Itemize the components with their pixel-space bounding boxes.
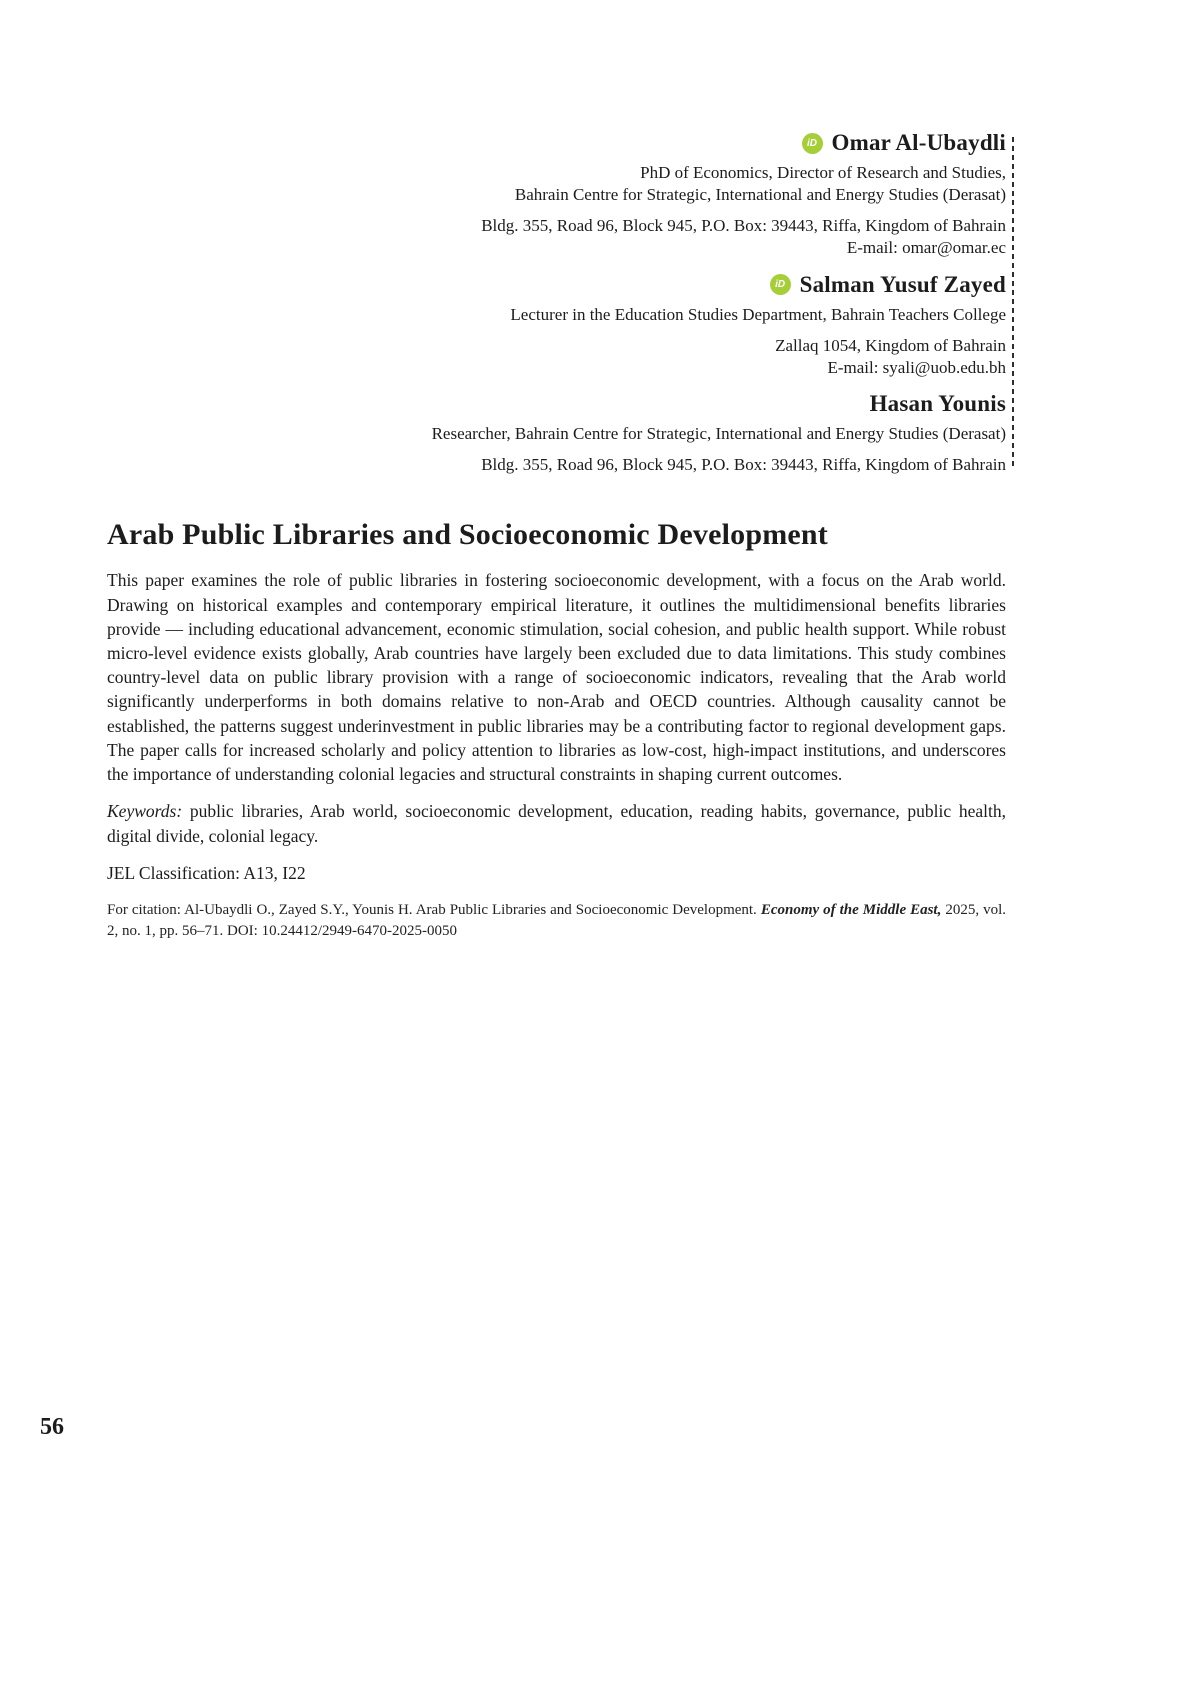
address-line: Bldg. 355, Road 96, Block 945, P.O. Box: 39443, Riffa, Kingdom of Bahrain [481, 215, 1006, 235]
affiliation-line: Lecturer in the Education Studies Department, Bahrain Teachers College [510, 304, 1006, 324]
author-affiliation [107, 162, 1006, 206]
author-name-row [107, 391, 1006, 417]
author-email: E-mail: syali@uob.edu.bh [827, 357, 1006, 377]
abstract-text: This paper examines the role of public libraries in fostering socioeconomic development, with a focus on the Arab world. Drawing on historical examples and contemporary empirical literature, it outlines the multidimensional benefits libraries provide — including educational advancement, economic stimulation, social cohesion, and public health support. While robust micro-level evidence exists globally, Arab countries have largely been excluded due to data limitations. This study combines country-level data on public library provision with a range of socioeconomic indicators, revealing that the Arab world significantly underperforms in both domains relative to non-Arab and OECD countries. Although causality cannot be established, the patterns suggest underinvestment in public libraries may be a contributing factor to regional development gaps. The paper calls for increased scholarly and policy attention to libraries as low-cost, high-impact institutions, and underscores the importance of understanding colonial legacies and structural constraints in shaping current outcomes. [107, 570, 1006, 785]
author-address [107, 335, 1006, 379]
citation-prefix: For citation: Al-Ubaydli O., Zayed S.Y., Younis H. Arab Public Libraries and Socioeconomic Development. [107, 901, 757, 918]
orcid-icon[interactable]: iD [770, 274, 791, 295]
affiliation-line: Bahrain Centre for Strategic, International and Energy Studies (Derasat) [514, 184, 1006, 204]
citation [107, 900, 1006, 943]
page-number: 56 [40, 1414, 64, 1440]
author-name-row [107, 272, 1006, 298]
jel-classification: JEL Classification: A13, I22 [107, 862, 306, 883]
orcid-icon[interactable]: iD [802, 133, 823, 154]
affiliation-line: PhD of Economics, Director of Research and Studies, [640, 163, 1006, 182]
author-name: Hasan Younis [869, 391, 1006, 417]
affiliation-line: Researcher, Bahrain Centre for Strategic, International and Energy Studies (Derasat) [431, 424, 1006, 444]
author-affiliation [107, 423, 1006, 445]
author-block [107, 0, 1006, 476]
author-email: E-mail: omar@omar.ec [846, 237, 1006, 257]
author-entry [107, 272, 1006, 379]
author-name: Salman Yusuf Zayed [799, 271, 1006, 297]
keywords-text: public libraries, Arab world, socioeconomic development, education, reading habits, governance, public health, digital divide, colonial legacy. [107, 801, 1007, 846]
author-block-divider [1012, 137, 1014, 467]
author-name-row [107, 130, 1006, 156]
author-address [107, 454, 1006, 476]
citation-tail: 2025, vol. 2, no. 1, pp. 56–71. DOI: 10.24412/2949-6470-2025-0050 [107, 901, 1007, 940]
keywords [107, 799, 1006, 847]
citation-journal: Economy of the Middle East, [760, 901, 942, 918]
author-affiliation [107, 304, 1006, 326]
address-line: Zallaq 1054, Kingdom of Bahrain [775, 335, 1006, 355]
author-entry [107, 130, 1006, 259]
author-entry [107, 391, 1006, 476]
keywords-label: Keywords: [107, 801, 183, 822]
article-title: Arab Public Libraries and Socioeconomic Development [107, 518, 828, 552]
author-name: Omar Al-Ubaydli [831, 130, 1006, 155]
address-line: Bldg. 355, Road 96, Block 945, P.O. Box: 39443, Riffa, Kingdom of Bahrain [481, 455, 1006, 475]
author-address [107, 215, 1006, 259]
